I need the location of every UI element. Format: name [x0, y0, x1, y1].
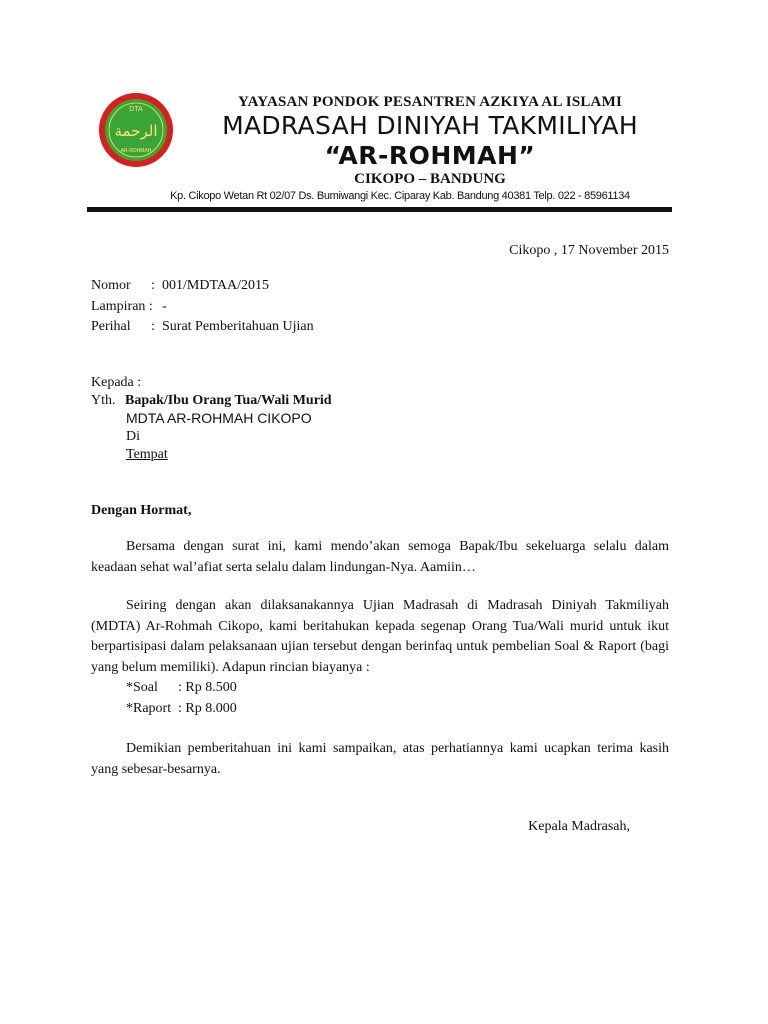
meta-value-lampiran: - [162, 299, 167, 314]
signature-title: Kepala Madrasah, [528, 819, 630, 834]
recipient-tempat: Tempat [126, 447, 168, 462]
cost-amount-soal: : Rp 8.500 [178, 680, 237, 695]
cost-list [126, 678, 237, 719]
meta-sep-perihal: : [151, 319, 155, 334]
logo-text-bottom: AR-ROHMAH [120, 148, 152, 154]
paragraph-exam-notice: Seiring dengan akan dilaksanakannya Ujian Madrasah di Madrasah Diniyah Takmiliyah (MDTA) Ar-Rohmah Cikopo, kami beritahukan kepada segenap Orang Tua/Wali murid untuk ikut berpartisipasi dalam pelaksanaan ujian tersebut dengan berinfaq untuk pembelian Soal & Raport (bagi yang belum memiliki). Adapun rincian biayanya : [91, 598, 669, 675]
letter-date: Cikopo , 17 November 2015 [509, 243, 669, 258]
school-title: MADRASAH DINIYAH TAKMILIYAH [222, 111, 638, 140]
meta-label-perihal: Perihal [91, 319, 131, 334]
meta-sep-nomor: : [151, 278, 155, 293]
cost-amount-raport: : Rp 8.000 [178, 700, 237, 716]
meta-value-perihal: Surat Pemberitahuan Ujian [162, 319, 314, 334]
cost-item-soal: *Soal [126, 680, 158, 695]
school-logo [98, 92, 174, 168]
letterhead-divider [87, 207, 672, 212]
paragraph-closing: Demikian pemberitahuan ini kami sampaikan, atas perhatiannya kami ucapkan terima kasih yang sebesar-besarnya. [91, 741, 669, 777]
meta-value-nomor: 001/MDTAA/2015 [162, 278, 269, 293]
cost-row-raport [126, 699, 237, 720]
paragraph-opening: Bersama dengan surat ini, kami mendo’akan semoga Bapak/Ibu sekeluarga selalu dalam keadaan sehat wal’afiat serta selalu dalam lindungan-Nya. Aamiin… [91, 539, 669, 575]
school-city: CIKOPO – BANDUNG [354, 171, 506, 187]
logo-arabic-text: الرحمة [114, 122, 158, 140]
school-name: “AR-ROHMAH” [324, 141, 536, 170]
logo-text-top: DTA [129, 106, 143, 113]
recipient-school: MDTA AR-ROHMAH CIKOPO [126, 410, 312, 426]
recipient-yth: Yth. [91, 393, 116, 408]
meta-label-nomor: Nomor [91, 278, 131, 293]
salutation: Dengan Hormat, [91, 503, 192, 518]
recipient-di: Di [126, 429, 140, 444]
recipient-kepada: Kepada : [91, 375, 142, 390]
cost-item-raport: *Raport [126, 700, 172, 716]
recipient-addressee: Bapak/Ibu Orang Tua/Wali Murid [125, 393, 332, 408]
school-address: Kp. Cikopo Wetan Rt 02/07 Ds. Bumiwangi Kec. Ciparay Kab. Bandung 40381 Telp. 022 - 85961134 [170, 190, 630, 202]
meta-label-lampiran: Lampiran : [91, 299, 153, 314]
foundation-name: YAYASAN PONDOK PESANTREN AZKIYA AL ISLAMI [237, 94, 622, 110]
cost-row-soal [126, 678, 237, 699]
